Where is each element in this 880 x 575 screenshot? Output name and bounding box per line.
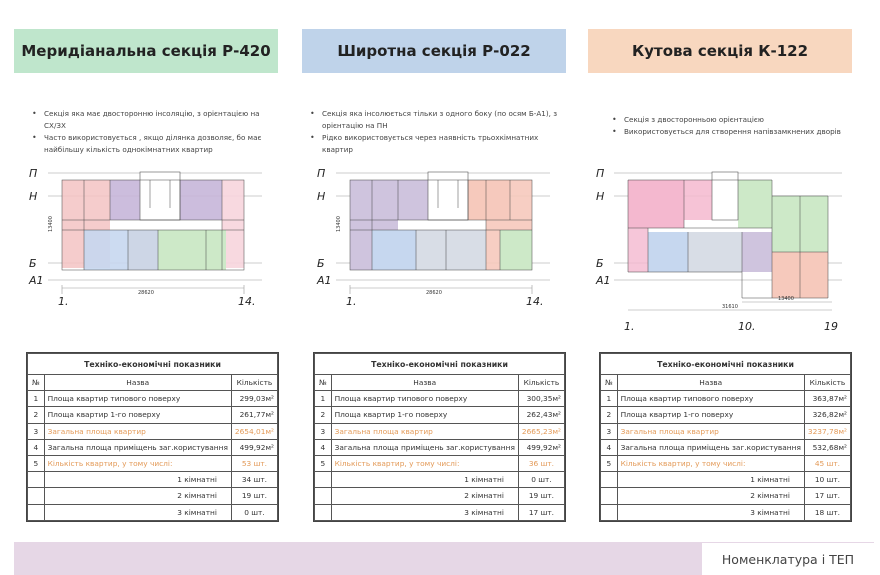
row-name: Площа квартир типового поверху [617,391,804,407]
row-number: 3 [28,423,45,439]
table-row [601,407,851,423]
floor-plan-meridional [22,160,272,308]
row-value: 18 шт. [804,504,850,520]
row-name: Загальна площа приміщень заг.користування [331,439,518,455]
bullet-item: • Часто використовується , якщо ділянка дозволяє, бо має найбільшу кількість однокімнатних квартир [32,132,272,156]
row-name: 2 кімнатні [331,488,518,504]
row-value: 19 шт. [231,488,277,504]
table-row [315,455,565,471]
bullet-item: • Секція яка інсолюється тільки з одного боку (по осям Б-А1), з орієнтацію на ПН [310,108,570,132]
axis-label: 14. [238,295,256,308]
table-row [601,455,851,471]
dimension-label: 13400 [778,296,794,302]
column-header: Кількість [804,375,850,391]
row-name: Кількість квартир, у тому числі: [331,455,518,471]
row-number [601,472,618,488]
table-row [28,391,278,407]
row-name: Площа квартир типового поверху [44,391,231,407]
row-name: 1 кімнатні [331,472,518,488]
table-row [28,455,278,471]
table-row [601,423,851,439]
axis-label: 1. [624,320,635,333]
table-row [601,391,851,407]
column-header: № [601,375,618,391]
table-row [28,488,278,504]
tep-table [26,352,279,522]
row-number: 3 [315,423,332,439]
row-name: 1 кімнатні [617,472,804,488]
row-value: 10 шт. [804,472,850,488]
table-row [601,488,851,504]
table-row [315,472,565,488]
row-value: 17 шт. [518,504,564,520]
axis-label: Н [596,190,605,203]
floor-plan-latitudinal [310,160,560,308]
row-number [28,504,45,520]
row-name: Площа квартир 1-го поверху [617,407,804,423]
row-name: Загальна площа квартир [44,423,231,439]
column-header: Назва [331,375,518,391]
row-number: 2 [315,407,332,423]
column-header: Кількість [518,375,564,391]
column-header: Кількість [231,375,277,391]
row-name: Кількість квартир, у тому числі: [617,455,804,471]
table-row [28,472,278,488]
row-name: Площа квартир 1-го поверху [44,407,231,423]
axis-label: Б [596,257,604,270]
row-number: 4 [315,439,332,455]
footer-label-text: Номенклатура і ТЕП [721,551,855,567]
section-description [32,108,272,156]
axis-label: Н [317,190,326,203]
row-name: Площа квартир типового поверху [331,391,518,407]
table-row [28,504,278,520]
row-value: 326,82м² [804,407,850,423]
table-row [601,439,851,455]
bullet-item: • Секція яка має двосторонню інсоляцію, з орієнтацією на СХ/ЗХ [32,108,272,132]
section-description [612,114,862,138]
row-name: Площа квартир 1-го поверху [331,407,518,423]
dimension-label: 31610 [722,304,738,310]
row-number: 4 [28,439,45,455]
row-name: Кількість квартир, у тому числі: [44,455,231,471]
axis-label: Н [29,190,38,203]
row-name: 2 кімнатні [617,488,804,504]
row-number: 1 [28,391,45,407]
row-number: 5 [315,455,332,471]
row-value: 3237,78м² [804,423,850,439]
axis-label: П [317,167,326,180]
table-title: Техніко-економічні показники [28,354,278,375]
axis-label: 19 [824,320,838,333]
table-row [601,504,851,520]
row-value: 17 шт. [804,488,850,504]
row-value: 532,68м² [804,439,850,455]
axis-label: 1. [58,295,69,308]
section-title-text: Широтна секція Р-022 [337,42,531,60]
row-value: 300,35м² [518,391,564,407]
row-value: 363,87м² [804,391,850,407]
row-value: 0 шт. [518,472,564,488]
tep-table [599,352,852,522]
table-row [315,488,565,504]
row-number: 1 [601,391,618,407]
row-value: 299,03м² [231,391,277,407]
column-header: Назва [44,375,231,391]
row-value: 499,92м² [518,439,564,455]
row-number [28,488,45,504]
row-number [315,472,332,488]
row-name: Загальна площа приміщень заг.користування [44,439,231,455]
row-number: 3 [601,423,618,439]
row-value: 19 шт. [518,488,564,504]
row-number [28,472,45,488]
section-title-text: Кутова секція К-122 [631,42,809,60]
row-name: 3 кімнатні [44,504,231,520]
tep-table [313,352,566,522]
section-title-latitudinal [302,29,566,73]
section-title-corner [588,29,852,73]
row-number: 2 [601,407,618,423]
row-number [315,504,332,520]
table-row [315,504,565,520]
axis-label: 14. [526,295,544,308]
table-title: Техніко-економічні показники [601,354,851,375]
table-row [315,391,565,407]
footer-label [702,543,874,575]
axis-label: Б [317,257,325,270]
row-name: Загальна площа приміщень заг.користування [617,439,804,455]
dimension-label: 28620 [138,290,154,296]
dimension-label: 28620 [426,290,442,296]
column-header: № [28,375,45,391]
table-row [601,472,851,488]
row-value: 2654,01м² [231,423,277,439]
bullet-item: • Використовується для створення напівзамкнених дворів [612,126,862,138]
row-number: 5 [28,455,45,471]
row-number [315,488,332,504]
row-number: 2 [28,407,45,423]
row-value: 36 шт. [518,455,564,471]
section-title-meridional [14,29,278,73]
axis-label: 10. [738,320,756,333]
bullet-item: • Секція з двосторонньою орієнтацією [612,114,862,126]
axis-label: А1 [317,274,332,287]
table-row [28,407,278,423]
dimension-label: 13400 [48,216,54,232]
dimension-label: 13400 [336,216,342,232]
row-value: 499,92м² [231,439,277,455]
row-value: 262,43м² [518,407,564,423]
table-row [28,439,278,455]
section-description [310,108,570,156]
column-header: Назва [617,375,804,391]
row-name: 3 кімнатні [617,504,804,520]
row-value: 34 шт. [231,472,277,488]
row-value: 2665,23м² [518,423,564,439]
section-title-text: Меридіанальна секція Р-420 [21,42,271,60]
row-name: 2 кімнатні [44,488,231,504]
axis-label: Б [29,257,37,270]
table-row [315,423,565,439]
column-header: № [315,375,332,391]
row-number: 1 [315,391,332,407]
axis-label: 1. [346,295,357,308]
row-number: 5 [601,455,618,471]
row-name: 1 кімнатні [44,472,231,488]
bullet-item: • Рідко використовується через наявність трьохкімнатних квартир [310,132,570,156]
row-name: 3 кімнатні [331,504,518,520]
row-value: 261,77м² [231,407,277,423]
floor-plan-corner [592,160,860,335]
row-name: Загальна площа квартир [617,423,804,439]
row-value: 45 шт. [804,455,850,471]
table-row [315,407,565,423]
row-value: 0 шт. [231,504,277,520]
table-row [28,423,278,439]
row-number: 4 [601,439,618,455]
table-title: Техніко-економічні показники [315,354,565,375]
row-number [601,504,618,520]
table-row [315,439,565,455]
axis-label: П [596,167,605,180]
axis-label: П [29,167,38,180]
row-number [601,488,618,504]
row-name: Загальна площа квартир [331,423,518,439]
axis-label: А1 [29,274,44,287]
row-value: 53 шт. [231,455,277,471]
axis-label: А1 [596,274,611,287]
